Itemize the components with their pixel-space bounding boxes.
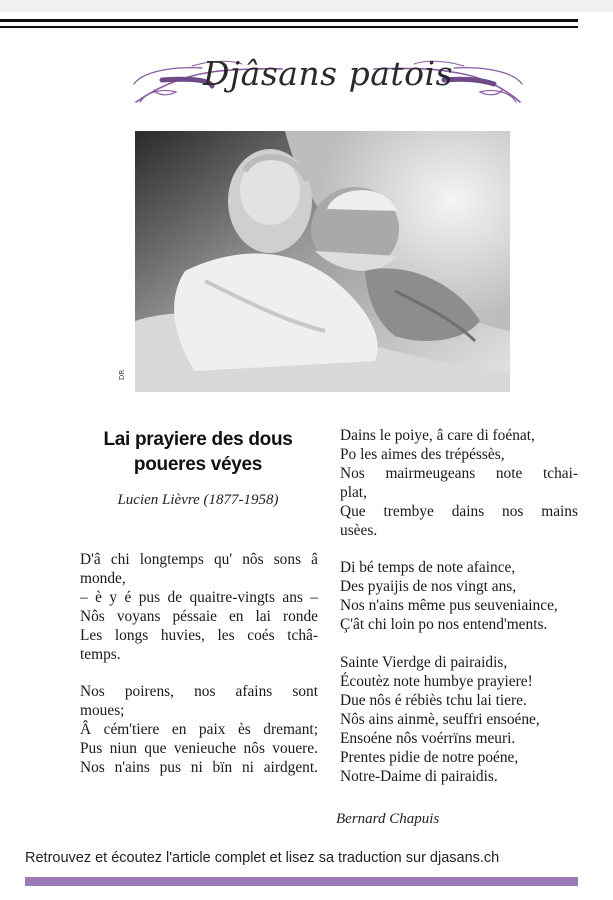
poem-stanza bbox=[340, 559, 578, 635]
poem-line: Notre-Daime di pairaidis. bbox=[340, 767, 498, 785]
poem-line: Ç'ât chi loin po nos entend'ments. bbox=[340, 616, 548, 634]
poem-line: Ensoéne nôs voérrïns meuri. bbox=[340, 729, 516, 747]
poem-author: Lucien Lièvre (1877-1958) bbox=[117, 492, 279, 508]
poem-line: Prentes pidie de notre poéne, bbox=[340, 748, 519, 766]
poem-line: – è y é pus de quaitre-vingts ans – bbox=[80, 588, 318, 606]
poem-line: temps. bbox=[80, 645, 121, 663]
poem-stanza bbox=[80, 551, 318, 664]
poem-line: usèes. bbox=[340, 521, 378, 539]
poem-line: Les longs huvies, les coés tchâ- bbox=[80, 626, 318, 644]
poem-line: plat, bbox=[340, 483, 367, 501]
poem-title bbox=[78, 427, 318, 477]
poem-line: monde, bbox=[80, 569, 126, 587]
poem-line: Nôs voyans péssaie en lai ronde bbox=[80, 607, 318, 625]
poem-stanza bbox=[80, 683, 318, 778]
poem-title-line: poueres véyes bbox=[133, 454, 263, 475]
header-rule-top bbox=[0, 19, 578, 22]
poem-line: Écoutèz note humbye prayiere! bbox=[340, 672, 533, 690]
masthead bbox=[132, 44, 524, 112]
poem-column-left bbox=[80, 551, 318, 797]
footer-text: Retrouvez et écoutez l'article complet et lisez sa traduction sur djasans.ch bbox=[25, 850, 500, 866]
poem-line: moues; bbox=[80, 702, 125, 720]
poem-line: D'â chi longtemps qu' nôs sons â bbox=[80, 551, 318, 568]
poem-line: Que trembye dains nos mains bbox=[340, 502, 578, 520]
header-rule-bottom bbox=[0, 26, 578, 28]
poem-line: Nos poirens, nos afains sont bbox=[80, 683, 318, 701]
masthead-title: Djâsans patois bbox=[202, 54, 454, 93]
poem-line: Dains le poiye, â care di foénat, bbox=[340, 427, 535, 444]
footer-bar bbox=[25, 877, 578, 886]
photo-elderly-couple-embracing-icon bbox=[135, 131, 510, 392]
poem-line: Pus niun que venieuche nôs vouere. bbox=[80, 740, 318, 758]
poem-line: Nos mairmeugeans note tchai- bbox=[340, 464, 578, 482]
poem-line: Di bé temps de note afaince, bbox=[340, 559, 516, 577]
photo-credit: DR bbox=[118, 369, 126, 380]
poem-line: Sainte Vierdge di pairaidis, bbox=[340, 654, 508, 672]
article-photo bbox=[135, 131, 510, 392]
poem-stanza bbox=[340, 427, 578, 540]
poem-line: Due nôs é rébiès tchu lai tiere. bbox=[340, 691, 527, 709]
poem-line: Des pyaijis de nos vingt ans, bbox=[340, 578, 517, 596]
poem-title-line: Lai prayiere des dous bbox=[103, 429, 293, 450]
poem-line: Nôs ains ainmè, seuffri ensoéne, bbox=[340, 710, 540, 728]
poem-column-right bbox=[340, 427, 578, 805]
article-signature: Bernard Chapuis bbox=[336, 811, 440, 827]
poem-line: Po les aimes des trépéssès, bbox=[340, 445, 505, 463]
poem-stanza bbox=[340, 654, 578, 786]
top-strip bbox=[0, 0, 613, 12]
poem-line: Â cém'tiere en paix ès dremant; bbox=[80, 721, 318, 739]
poem-line: Nos n'ains pus ni bïn ni airdgent. bbox=[80, 759, 318, 777]
poem-line: Nos n'ains même pus seuveniaince, bbox=[340, 597, 558, 615]
